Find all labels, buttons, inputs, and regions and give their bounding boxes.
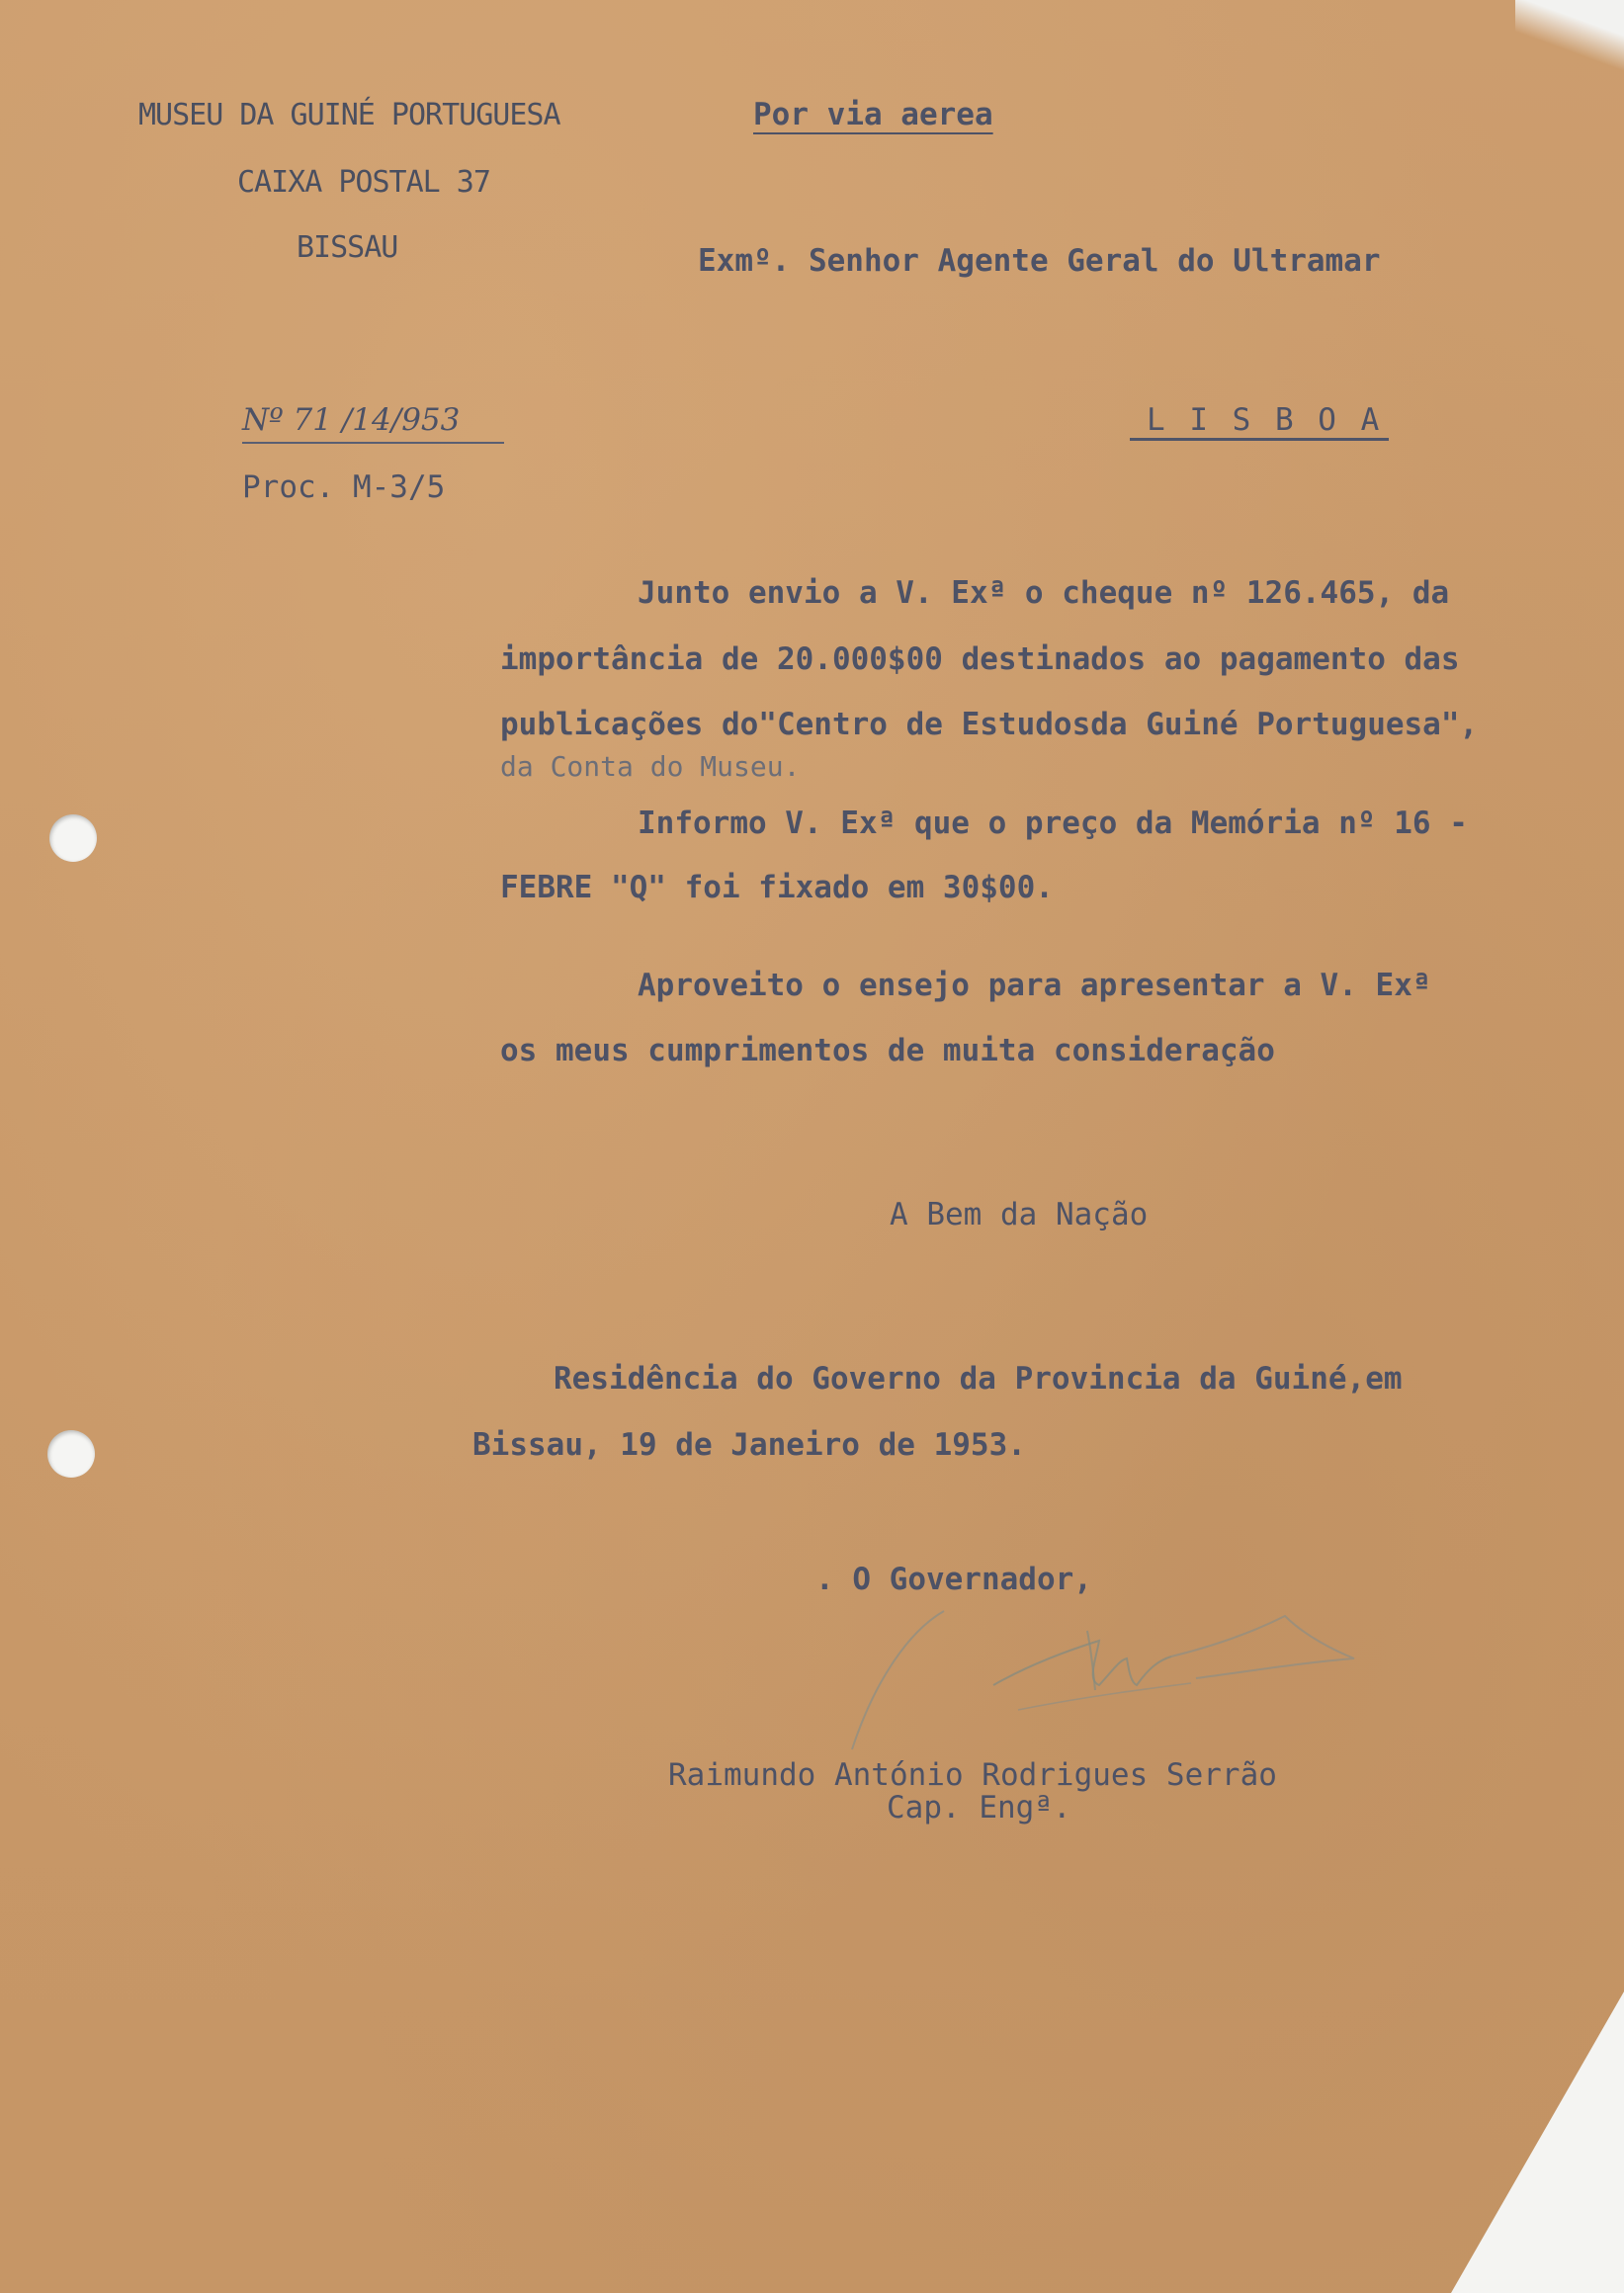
paragraph-1-line-2: importância de 20.000$00 destinados ao pagamento das [500, 641, 1460, 677]
paragraph-1-line-3: publicações do"Centro de Estudosda Guiné Portuguesa", [500, 707, 1479, 742]
recipient-city: L I S B O A [1147, 402, 1383, 438]
handwritten-signature [840, 1591, 1374, 1759]
paragraph-3-line-1: Aproveito o ensejo para apresentar a V. Exª [638, 968, 1431, 1003]
paragraph-3-line-2: os meus cumprimentos de muita consideração [500, 1033, 1275, 1068]
punch-hole-bottom [47, 1430, 95, 1478]
institution-name: MUSEU DA GUINÉ PORTUGUESA [138, 98, 560, 132]
reference-underline [242, 442, 504, 444]
delivery-method: Por via aerea [753, 97, 993, 132]
recipient-name: Exmº. Senhor Agente Geral do Ultramar [698, 243, 1381, 279]
paper-corner-top-right [1515, 0, 1624, 79]
signatory-rank: Cap. Engª. [887, 1790, 1071, 1826]
paragraph-2-line-1: Informo V. Exª que o preço da Memória nº 16 - [638, 806, 1468, 841]
process-number: Proc. M-3/5 [242, 469, 446, 505]
punch-hole-top [49, 814, 97, 862]
place-date-line: Bissau, 19 de Janeiro de 1953. [472, 1427, 1026, 1463]
paragraph-1-line-1: Junto envio a V. Exª o cheque nº 126.465, da [638, 575, 1450, 611]
paragraph-1-line-4: da Conta do Museu. [500, 750, 801, 783]
sender-city: BISSAU [297, 230, 398, 265]
paragraph-2-line-2: FEBRE "Q" foi fixado em 30$00. [500, 870, 1054, 905]
signatory-name: Raimundo António Rodrigues Serrão [668, 1757, 1277, 1793]
signatory-title: . O Governador, [815, 1562, 1092, 1597]
paper-torn-corner [1451, 1992, 1624, 2293]
recipient-city-underline [1130, 438, 1389, 441]
postal-address: CAIXA POSTAL 37 [237, 165, 490, 200]
reference-number: Nº 71 /14/953 [242, 402, 461, 438]
place-line-1: Residência do Governo da Provincia da Guiné,em [554, 1361, 1403, 1397]
closing-motto: A Bem da Nação [890, 1197, 1149, 1232]
